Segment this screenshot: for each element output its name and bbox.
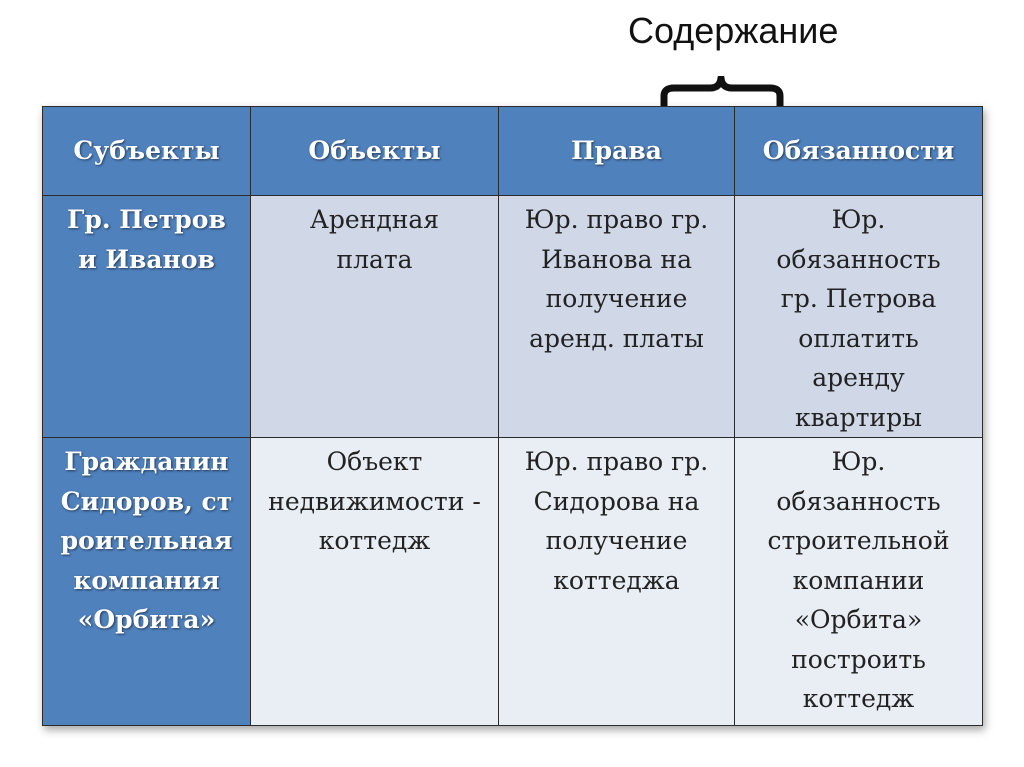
row-duty: [735, 196, 983, 438]
curly-brace-icon: [658, 76, 788, 110]
row-right-text: Юр. право гр. Иванова на получение аренд. платы: [524, 205, 709, 353]
row-subject-text: Гражданин Сидоров, строительная компания «Орбита»: [60, 447, 233, 634]
header-rights: Права: [499, 107, 735, 196]
row-right: [499, 196, 735, 438]
content-caption: Содержание: [628, 10, 839, 51]
row-object-text: Арендная плата: [309, 205, 440, 274]
row-duty-text: Юр. обязанность гр. Петрова оплатить аренду квартиры: [776, 205, 941, 432]
row-duty-text: Юр. обязанность строительной компании «Орбита» построить коттедж: [767, 447, 950, 713]
table-row: [43, 196, 983, 438]
row-object: [251, 438, 499, 726]
row-duty: [735, 438, 983, 726]
row-subject-text: Гр. Петров и Иванов: [67, 205, 226, 274]
row-object: [251, 196, 499, 438]
row-object-text: Объект недвижимости - коттедж: [268, 447, 481, 555]
row-right: [499, 438, 735, 726]
legal-relations-table: [42, 106, 983, 726]
row-subject: [43, 438, 251, 726]
header-duties: Обязанности: [735, 107, 983, 196]
row-right-text: Юр. право гр. Сидорова на получение коттеджа: [524, 447, 709, 595]
header-objects: Объекты: [251, 107, 499, 196]
header-subjects: Субъекты: [43, 107, 251, 196]
row-subject: [43, 196, 251, 438]
table-header-row: [43, 107, 983, 196]
table-row: [43, 438, 983, 726]
